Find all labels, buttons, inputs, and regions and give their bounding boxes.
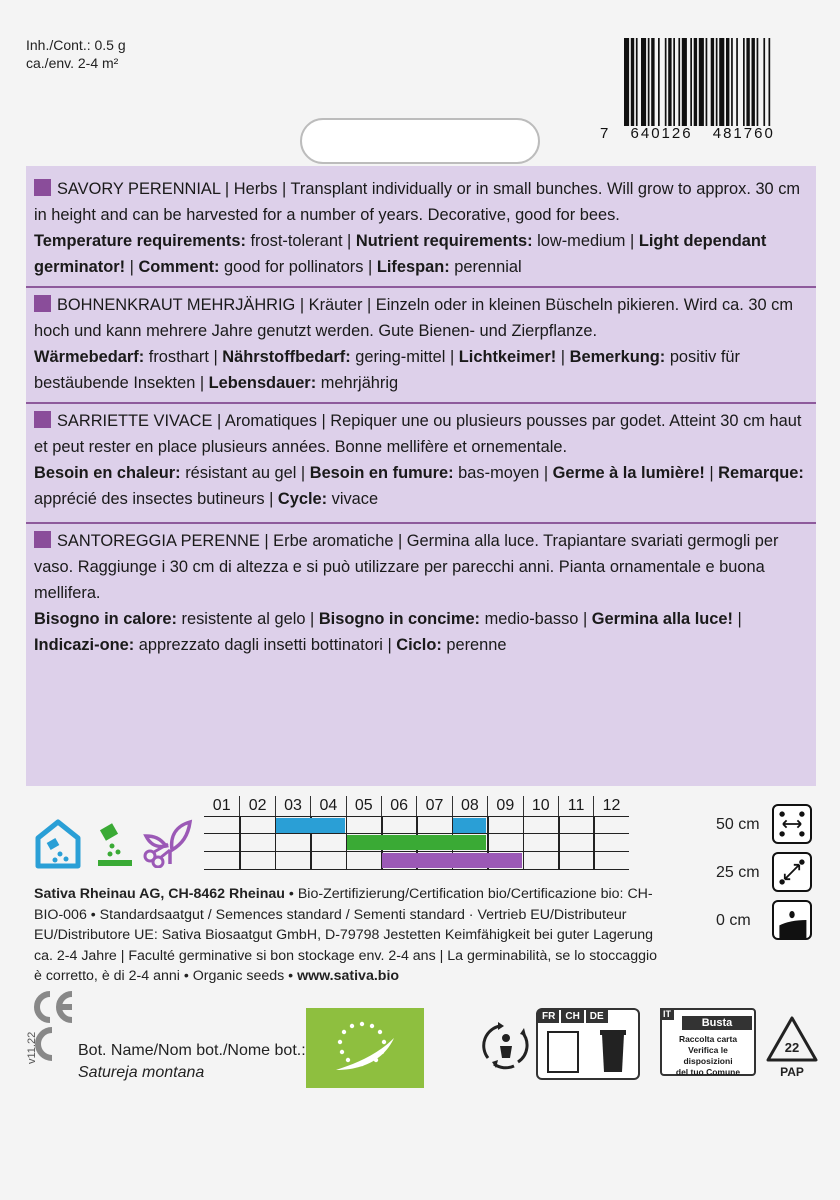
month-label: 09 <box>487 796 522 816</box>
plant-title-fr: SARRIETTE VIVACE <box>57 412 213 430</box>
label-temperature: Temperature requirements: <box>34 232 246 250</box>
barcode-digits <box>600 125 830 142</box>
calendar-gridline <box>239 852 241 869</box>
calendar-gridline <box>523 817 525 833</box>
calendar-gridline <box>346 852 348 869</box>
calendar-row-planting <box>204 834 629 852</box>
value-temperature: frosthart | <box>144 348 223 366</box>
label-lifespan: Cycle: <box>277 490 328 508</box>
label-nutrient: Nährstoffbedarf: <box>222 348 351 366</box>
it-tag: IT <box>660 1008 674 1020</box>
calendar-gridline <box>558 852 560 869</box>
description-de <box>34 292 810 396</box>
planting-icon <box>96 822 134 868</box>
plant-spacing-icon <box>772 852 812 892</box>
label-light: Lichtkeimer! <box>458 348 557 366</box>
value-comment: positiv für bestäubende Insekten | <box>34 348 740 392</box>
description-it <box>34 528 810 658</box>
divider <box>26 522 816 524</box>
calendar-bar-harvest <box>382 853 522 868</box>
month-label: 03 <box>275 796 310 816</box>
separator: | <box>732 610 742 628</box>
plant-title-en: SAVORY PERENNIAL <box>57 180 221 198</box>
plant-title-it: SANTOREGGIA PERENNE <box>57 532 260 550</box>
calendar-gridline <box>346 817 348 833</box>
company-info <box>34 884 664 987</box>
month-label: 01 <box>212 797 231 814</box>
pap-label: PAP <box>780 1065 804 1079</box>
triman-tab-fr: FR <box>538 1010 559 1023</box>
triman-tab-de: DE <box>586 1010 608 1023</box>
calendar-gridline <box>593 852 595 869</box>
value-lifespan: mehrjährig <box>316 374 399 392</box>
description-text: | Kräuter | Einzeln oder in kleinen Büscheln pikieren. Wird ca. 30 cm hoch und kann mehrere Jahre genutzt werden. Gute Bienen- und Zierpflanze. <box>34 296 794 340</box>
month-label: 02 <box>239 796 274 816</box>
barcode <box>622 38 822 130</box>
value-temperature: résistant au gel | <box>180 464 310 482</box>
language-marker <box>34 295 51 312</box>
calendar-gridline <box>275 834 277 851</box>
label-temperature: Besoin en chaleur: <box>34 464 181 482</box>
version-code: v11.22 <box>26 1031 38 1064</box>
label-lifespan: Ciclo: <box>396 636 442 654</box>
calendar-gridline <box>239 817 241 833</box>
value-lifespan: vivace <box>327 490 379 508</box>
calendar-gridline <box>523 852 525 869</box>
month-label: 10 <box>523 796 558 816</box>
row-spacing-icon <box>772 804 812 844</box>
label-comment: Indicazi-one: <box>34 636 135 654</box>
label-temperature: Wärmebedarf: <box>34 348 145 366</box>
value-comment: good for pollinators | <box>219 258 377 276</box>
value-nutrient: gering-mittel | <box>350 348 459 366</box>
value-comment: apprezzato dagli insetti bottinatori | <box>134 636 397 654</box>
barcode-digits-right: 481760 <box>712 125 775 142</box>
company-name: Sativa Rheinau AG, CH-8462 Rheinau <box>34 886 285 902</box>
label-light: Light dependant germinator! <box>34 232 767 276</box>
label-temperature: Bisogno in calore: <box>34 610 177 628</box>
month-header <box>204 796 629 816</box>
calendar-gridline <box>523 834 525 851</box>
value-lifespan: perenne <box>441 636 507 654</box>
language-marker <box>34 179 51 196</box>
sowing-icon <box>34 818 82 870</box>
label-comment: Comment: <box>138 258 220 276</box>
calendar-grid <box>204 816 629 870</box>
contents-weight: Inh./Cont.: 0.5 g <box>26 37 126 53</box>
description-text: | Aromatiques | Repiquer une ou plusieurs pousses par godet. Atteint 30 cm haut et peut rester en place plusieurs années. Bonne mellifère et ornementale. <box>34 412 802 456</box>
paper-bin-icon <box>544 1026 634 1076</box>
barcode-digit-lead: 7 <box>600 125 611 142</box>
contents-area: ca./env. 2-4 m² <box>26 55 119 71</box>
it-title: Busta <box>682 1016 752 1030</box>
label-comment: Bemerkung: <box>569 348 666 366</box>
triman-logo <box>536 1008 640 1080</box>
separator: | <box>556 348 570 366</box>
language-marker <box>34 411 51 428</box>
calendar-bar-planting <box>347 835 487 850</box>
triman-tab-ch: CH <box>561 1010 583 1023</box>
month-label: 05 <box>346 796 381 816</box>
divider <box>26 286 816 288</box>
botanical-name-value: Satureja montana <box>78 1064 205 1081</box>
calendar-bar-sowing <box>276 818 345 833</box>
value-comment: apprécié des insectes butineurs | <box>34 490 278 508</box>
value-temperature: resistente al gelo | <box>176 610 319 628</box>
it-line: del tuo Comune <box>675 1067 741 1077</box>
value-nutrient: medio-basso | <box>480 610 592 628</box>
botanical-name <box>78 1040 306 1084</box>
calendar-gridline <box>239 834 241 851</box>
recycling-info-icon <box>478 1018 534 1072</box>
italian-recycling-label <box>660 1008 756 1076</box>
language-marker <box>34 531 51 548</box>
label-lifespan: Lebensdauer: <box>208 374 317 392</box>
calendar-bar-sowing <box>453 818 486 833</box>
plant-title-de: BOHNENKRAUT MEHRJÄHRIG <box>57 296 296 314</box>
calendar-gridline <box>381 817 383 833</box>
description-en <box>34 176 810 280</box>
description-fr <box>34 408 810 512</box>
label-light: Germe à la lumière! <box>552 464 705 482</box>
calendar-gridline <box>275 852 277 869</box>
contents-info <box>26 36 126 72</box>
row-spacing-label: 50 cm <box>716 816 760 833</box>
label-comment: Remarque: <box>718 464 804 482</box>
value-nutrient: bas-moyen | <box>453 464 553 482</box>
sowing-depth-label: 0 cm <box>716 912 751 929</box>
botanical-name-label: Bot. Name/Nom bot./Nome bot.: <box>78 1042 306 1059</box>
month-label: 08 <box>452 796 487 816</box>
month-label: 12 <box>593 796 628 816</box>
pap-recycling-icon <box>762 1014 822 1080</box>
description-panel <box>26 166 816 786</box>
eu-organic-logo <box>306 1008 424 1088</box>
calendar-gridline <box>593 834 595 851</box>
separator: | <box>704 464 719 482</box>
ce-mark-icon <box>30 988 76 1026</box>
calendar-gridline <box>310 852 312 869</box>
company-website: www.sativa.bio <box>297 968 400 984</box>
calendar-gridline <box>558 817 560 833</box>
company-details: • Bio-Zertifizierung/Certification bio/Certificazione bio: CH-BIO-006 • Standardsaatgut / Semences standard / Sementi standard · Vertrieb EU/Distributeur EU/Distributore UE: Sativa Biosaatgut GmbH, D-79798 Jestetten Keimfähigkeit bei guter Lagerung ca. 2-4 Jahre | Faculté germinative si bon stockage env. 2-4 ans | La germinabilità, se lo stoccaggio è corretto, è di 2-4 anni • Organic seeds • <box>34 886 658 984</box>
label-nutrient: Bisogno in concime: <box>318 610 481 628</box>
harvest-icon <box>142 816 194 868</box>
label-light: Germina alla luce! <box>591 610 733 628</box>
plant-spacing-label: 25 cm <box>716 864 760 881</box>
label-nutrient: Besoin en fumure: <box>309 464 454 482</box>
separator: | <box>125 258 139 276</box>
description-text: | Herbs | Transplant individually or in small bunches. Will grow to approx. 30 cm in height and can be harvested for a number of years. Decorative, good for bees. <box>34 180 801 224</box>
month-label: 11 <box>558 796 593 816</box>
month-label: 04 <box>310 796 345 816</box>
pap-number: 22 <box>784 1040 800 1055</box>
barcode-digits-left: 640126 <box>630 125 693 142</box>
month-label: 07 <box>416 796 451 816</box>
sowing-depth-icon <box>772 900 812 940</box>
divider <box>26 402 816 404</box>
calendar-row-harvest <box>204 852 629 870</box>
it-lines <box>664 1034 752 1078</box>
calendar-gridline <box>487 817 489 833</box>
label-nutrient: Nutrient requirements: <box>355 232 533 250</box>
value-lifespan: perennial <box>449 258 522 276</box>
it-line: Verifica le disposizioni <box>683 1045 733 1066</box>
value-nutrient: low-medium | <box>532 232 639 250</box>
triman-tabs <box>538 1010 608 1023</box>
hang-hole <box>300 118 540 164</box>
value-temperature: frost-tolerant | <box>245 232 356 250</box>
calendar-gridline <box>558 834 560 851</box>
calendar-gridline <box>310 834 312 851</box>
calendar-gridline <box>416 817 418 833</box>
calendar-gridline <box>487 834 489 851</box>
month-label: 06 <box>381 796 416 816</box>
label-lifespan: Lifespan: <box>376 258 450 276</box>
calendar-gridline <box>593 817 595 833</box>
description-text: | Erbe aromatiche | Germina alla luce. Trapiantare svariati germogli per vaso. Raggiunge i 30 cm di altezza e si può utilizzare per parecchi anni. Pianta ornamentale e buona mellifera. <box>34 532 779 602</box>
calendar-row-sowing <box>204 816 629 834</box>
it-line: Raccolta carta <box>678 1034 738 1044</box>
